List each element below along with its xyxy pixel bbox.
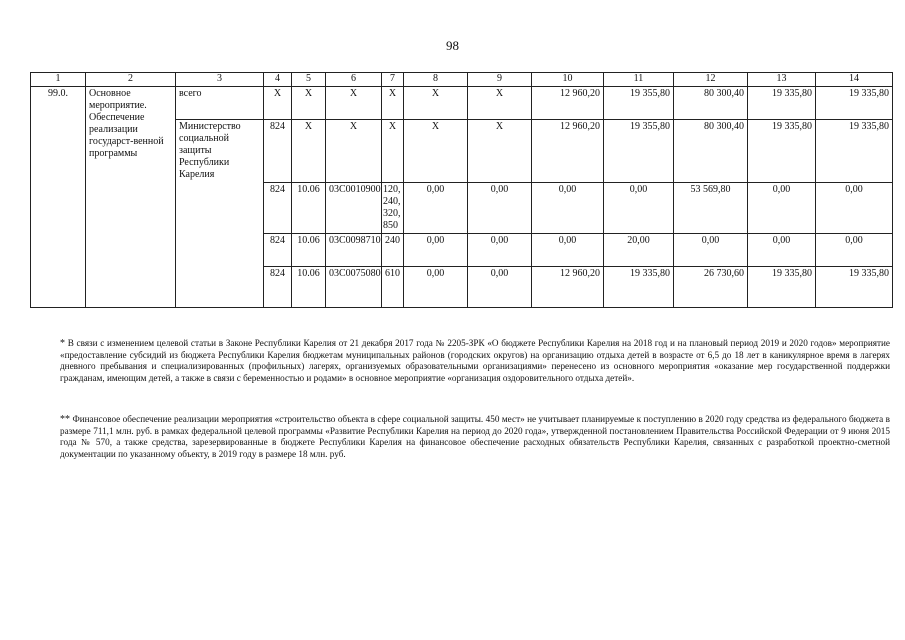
cell: Х — [264, 87, 292, 120]
column-header: 4 — [264, 73, 292, 87]
cell-executor: Министерство социальной защиты Республики Карелия — [176, 120, 264, 183]
cell: 0,00 — [404, 266, 468, 307]
cell: 0,00 — [604, 182, 674, 233]
cell: 610 — [382, 266, 404, 307]
cell-empty — [176, 266, 264, 307]
row-name: Основное мероприятие. Обеспечение реализации государст-венной программы — [86, 87, 176, 308]
cell: 0,00 — [468, 233, 532, 266]
column-header: 14 — [816, 73, 893, 87]
cell: 19 355,80 — [604, 87, 674, 120]
cell: 120, 240, 320, 850 — [382, 182, 404, 233]
footnote-2 — [60, 414, 890, 460]
cell: 0,00 — [404, 233, 468, 266]
cell: 824 — [264, 182, 292, 233]
cell: 10.06 — [292, 266, 326, 307]
cell: Х — [382, 120, 404, 183]
cell-empty — [176, 182, 264, 233]
column-header: 3 — [176, 73, 264, 87]
cell: 19 335,80 — [816, 120, 893, 183]
cell: Х — [468, 120, 532, 183]
cell: 53 569,80 — [674, 182, 748, 233]
cell: 20,00 — [604, 233, 674, 266]
cell-empty — [176, 233, 264, 266]
cell: 80 300,40 — [674, 120, 748, 183]
cell: Х — [404, 87, 468, 120]
cell: 0,00 — [532, 182, 604, 233]
footnote-text: В связи с изменением целевой статьи в Законе Республики Карелия от 21 декабря 2017 года № 2205-ЗРК «О бюджете Республики Карелия на 2018 год и на плановый период 2019 и 2020 годов» мероприятие «предоставление субсидий из бюджета Республики Карелия бюджетам муниципальных районов (городских округов) на организацию отдыха детей в возрасте от 6,5 до 18 лет в каникулярное время в лагерях дневного пребывания и специализированных (профильных) лагерях, организуемых образовательными организациями» перенесено из основного мероприятия «оказание мер государственной поддержки гражданам, имеющим детей, а также в связи с беременностью и родами» в основное мероприятие «организация оздоровительного отдыха детей». — [60, 338, 891, 383]
cell: 0,00 — [532, 233, 604, 266]
cell: 03С0075080 — [326, 266, 382, 307]
cell: 12 960,20 — [532, 120, 604, 183]
cell: Х — [382, 87, 404, 120]
cell: 80 300,40 — [674, 87, 748, 120]
column-header: 2 — [86, 73, 176, 87]
page-number: 98 — [446, 38, 459, 53]
column-header: 7 — [382, 73, 404, 87]
column-header: 10 — [532, 73, 604, 87]
cell: 19 335,80 — [748, 120, 816, 183]
column-header: 11 — [604, 73, 674, 87]
column-header: 13 — [748, 73, 816, 87]
footnote-mark: * — [60, 338, 65, 349]
cell: 0,00 — [468, 266, 532, 307]
cell: 0,00 — [816, 233, 893, 266]
cell: 0,00 — [468, 182, 532, 233]
cell: Х — [468, 87, 532, 120]
column-header: 5 — [292, 73, 326, 87]
table-header-row — [31, 73, 893, 87]
footnote-1 — [60, 338, 890, 384]
row-code: 99.0. — [31, 87, 86, 308]
cell: 10.06 — [292, 182, 326, 233]
cell: Х — [404, 120, 468, 183]
cell: 0,00 — [748, 233, 816, 266]
cell: 19 355,80 — [604, 120, 674, 183]
cell: 26 730,60 — [674, 266, 748, 307]
cell: 19 335,80 — [748, 266, 816, 307]
column-header: 12 — [674, 73, 748, 87]
cell: 824 — [264, 266, 292, 307]
table-row — [31, 87, 893, 120]
cell: 10.06 — [292, 233, 326, 266]
footnote-mark: ** — [60, 414, 70, 425]
cell: Х — [326, 87, 382, 120]
cell: Х — [326, 120, 382, 183]
cell: Х — [292, 87, 326, 120]
budget-table — [30, 72, 893, 308]
cell: 0,00 — [748, 182, 816, 233]
cell: 824 — [264, 233, 292, 266]
cell: 12 960,20 — [532, 87, 604, 120]
cell: 19 335,80 — [816, 266, 893, 307]
cell-executor: всего — [176, 87, 264, 120]
cell: 12 960,20 — [532, 266, 604, 307]
cell: 19 335,80 — [604, 266, 674, 307]
cell: 0,00 — [674, 233, 748, 266]
cell: Х — [292, 120, 326, 183]
cell: 824 — [264, 120, 292, 183]
cell: 03С0010900 — [326, 182, 382, 233]
column-header: 1 — [31, 73, 86, 87]
cell: 0,00 — [816, 182, 893, 233]
column-header: 6 — [326, 73, 382, 87]
column-header: 9 — [468, 73, 532, 87]
cell: 03С0098710 — [326, 233, 382, 266]
cell: 0,00 — [404, 182, 468, 233]
cell: 19 335,80 — [816, 87, 893, 120]
footnote-text: Финансовое обеспечение реализации мероприятия «строительство объекта в сфере социальной защиты. 450 мест» не учитывает планируемые к поступлению в 2020 году средства из федерального бюджета в размере 711,1 млн. руб. в рамках федеральной целевой программы «Развитие Республики Карелия на период до 2020 года», утвержденной постановлением Правительства Российской Федерации от 9 июня 2015 года № 570, а также средства, зарезервированные в бюджете Республики Карелия на финансовое обеспечение расходных обязательств Республики Карелия, связанных с разработкой проектно-сметной документации по указанному объекту, в 2019 году в размере 18 млн. руб. — [60, 414, 891, 459]
cell: 19 335,80 — [748, 87, 816, 120]
column-header: 8 — [404, 73, 468, 87]
cell: 240 — [382, 233, 404, 266]
